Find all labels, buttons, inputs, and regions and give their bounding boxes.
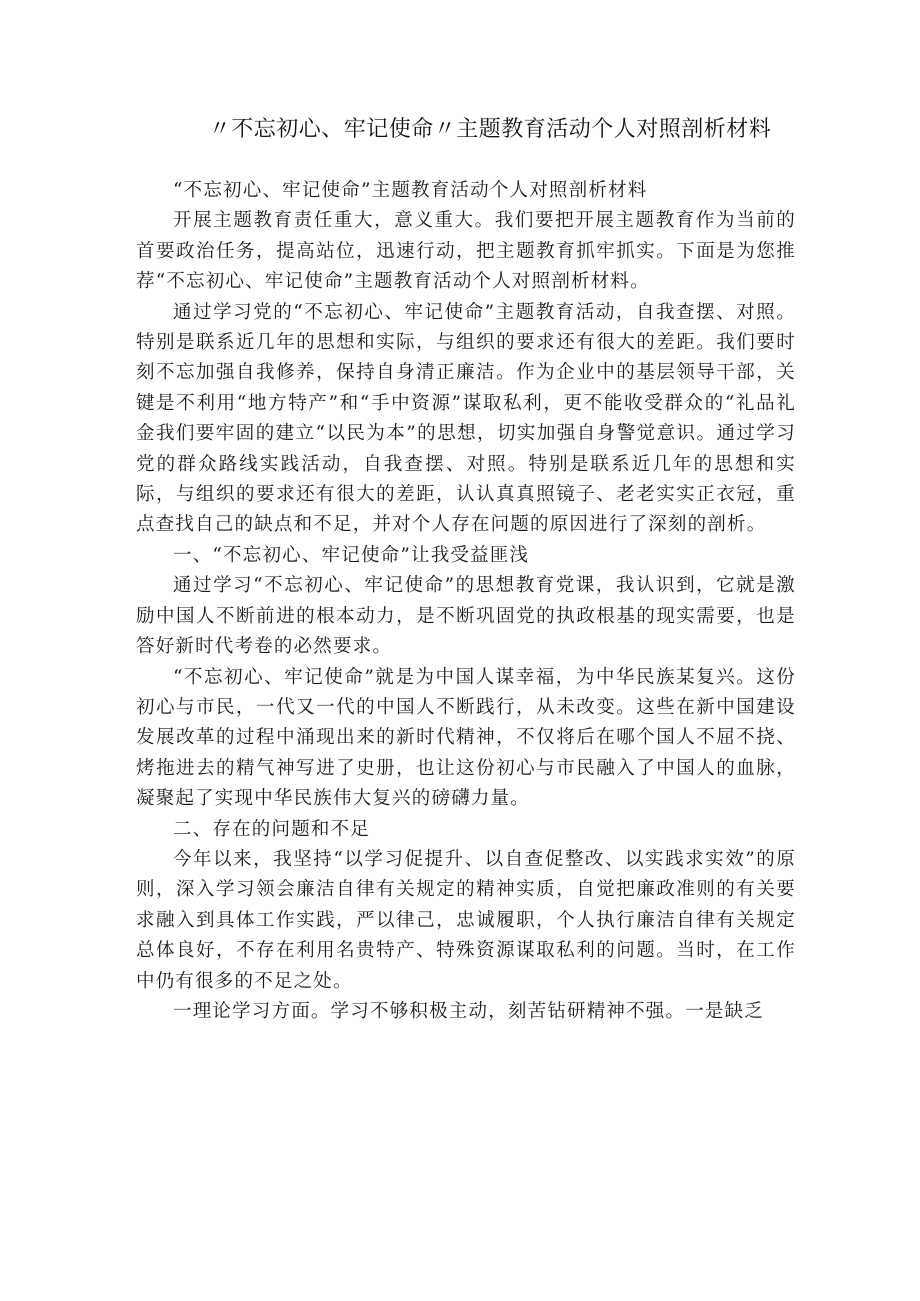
self-review-paragraph: 通过学习党的“不忘初心、牢记使命”主题教育活动，自我查摆、对照。特别是联系近几年的思想和实际，与组织的要求还有很大的差距。我们要时刻不忘加强自我修养，保持自身清正廉洁。作为企业中的基层领导干部，关键是不利用“地方特产”和“手中资源”谋取私利，更不能收受群众的“礼品礼金我们要牢固的建立“以民为本”的思想，切实加强自身警觉意识。通过学习党的群众路线实践活动，自我查摆、对照。特别是联系近几年的思想和实际，与组织的要求还有很大的差距，认认真真照镜子、老老实实正衣冠，重点查找自己的缺点和不足，并对个人存在问题的原因进行了深刻的剖析。 <box>136 301 796 536</box>
theory-study-paragraph: 一理论学习方面。学习不够积极主动，刻苦钻研精神不强。一是缺乏 <box>173 1000 765 1022</box>
document-body <box>136 176 796 1027</box>
document-subtitle-paragraph: “不忘初心、牢记使命”主题教育活动个人对照剖析材料 <box>173 180 648 201</box>
document-title: 〃不忘初心、牢记使命〃主题教育活动个人对照剖析材料 <box>208 117 772 142</box>
intro-paragraph: 开展主题教育责任重大，意义重大。我们要把开展主题教育作为当前的首要政治任务，提高站位，迅速行动，把主题教育抓牢抓实。下面是为您推荐“不忘初心、牢记使命”主题教育活动个人对照剖析材料。 <box>136 210 796 293</box>
section-heading-one: 一、“不忘初心、牢记使命”让我受益匪浅 <box>173 544 530 566</box>
mission-paragraph: “不忘初心、牢记使命”就是为中国人谋幸福，为中华民族某复兴。这份初心与市民，一代又一代的中国人不断践行，从未改变。这些在新中国建设发展改革的过程中涌现出来的新时代精神，不仅将后在哪个国人不屈不挠、烤拖进去的精气神写进了史册，也让这份初心与市民融入了中国人的血脉，凝聚起了实现中华民族伟大复兴的磅礴力量。 <box>136 666 796 810</box>
section-heading-two: 二、存在的问题和不足 <box>173 818 371 840</box>
problems-paragraph: 今年以来，我坚持“以学习促提升、以自查促整改、以实践求实效”的原则，深入学习领会廉洁自律有关规定的精神实质，自觉把廉政准则的有关要求融入到具体工作实践，严以律己，忠诚履职，个人执行廉洁自律有关规定总体良好，不存在利用名贵特产、特殊资源谋取私利的问题。当时，在工作中仍有很多的不足之处。 <box>136 848 796 992</box>
lesson-paragraph: 通过学习“不忘初心、牢记使命”的思想教育党课，我认识到，它就是激励中国人不断前进的根本动力，是不断巩固党的执政根基的现实需要，也是答好新时代考卷的必然要求。 <box>136 575 796 658</box>
